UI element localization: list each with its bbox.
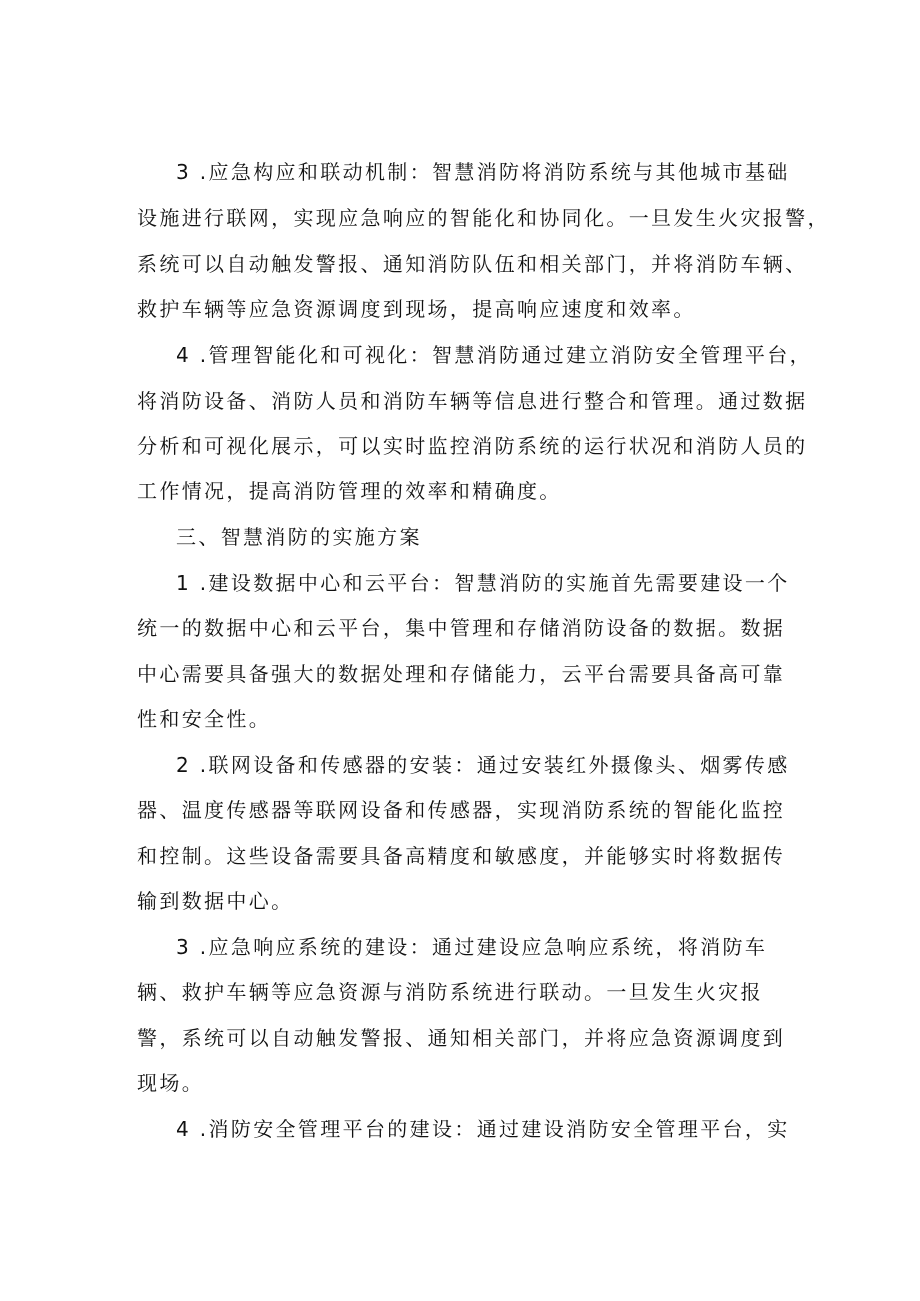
section-heading: 三、智慧消防的实施方案 xyxy=(176,525,422,549)
paragraph-line: 中心需要具备强大的数据处理和存储能力，云平台需要具备高可靠 xyxy=(137,662,786,686)
paragraph-line: 器、温度传感器等联网设备和传感器，实现消防系统的智能化监控 xyxy=(137,798,786,822)
paragraph-line: 工作情况，提高消防管理的效率和精确度。 xyxy=(137,479,562,503)
paragraph-line: 和控制。这些设备需要具备高精度和敏感度，并能够实时将数据传 xyxy=(137,844,786,868)
paragraph-line: 统一的数据中心和云平台，集中管理和存储消防设备的数据。数据 xyxy=(137,616,786,640)
paragraph-line: 分析和可视化展示，可以实时监控消防系统的运行状况和消防人员的 xyxy=(137,434,808,458)
paragraph-line: 系统可以自动触发警报、通知消防队伍和相关部门，并将消防车辆、 xyxy=(137,252,808,276)
paragraph-line: 设施进行联网，实现应急响应的智能化和协同化。一旦发生火灾报警， xyxy=(137,206,830,230)
paragraph-line: 3 .应急构应和联动机制：智慧消防将消防系统与其他城市基础 xyxy=(176,160,790,184)
paragraph-line: 输到数据中心。 xyxy=(137,889,294,913)
paragraph-line: 辆、救护车辆等应急资源与消防系统进行联动。一旦发生火灾报 xyxy=(137,980,763,1004)
paragraph-line: 2 .联网设备和传感器的安装：通过安装红外摄像头、烟雾传感 xyxy=(176,753,790,777)
paragraph-line: 警，系统可以自动触发警报、通知相关部门，并将应急资源调度到 xyxy=(137,1026,786,1050)
document-page xyxy=(137,0,830,1301)
paragraph-line: 4 .消防安全管理平台的建设：通过建设消防安全管理平台，实 xyxy=(176,1117,790,1141)
paragraph-line: 救护车辆等应急资源调度到现场，提高响应速度和效率。 xyxy=(137,297,696,321)
paragraph-line: 将消防设备、消防人员和消防车辆等信息进行整合和管理。通过数据 xyxy=(137,389,808,413)
paragraph-line: 3 .应急响应系统的建设：通过建设应急响应系统，将消防车 xyxy=(176,935,768,959)
paragraph-line: 1 .建设数据中心和云平台：智慧消防的实施首先需要建设一个 xyxy=(176,571,790,595)
paragraph-line: 现场。 xyxy=(137,1071,205,1095)
paragraph-line: 性和安全性。 xyxy=(137,707,272,731)
paragraph-line: 4 .管理智能化和可视化：智慧消防通过建立消防安全管理平台， xyxy=(176,343,812,367)
